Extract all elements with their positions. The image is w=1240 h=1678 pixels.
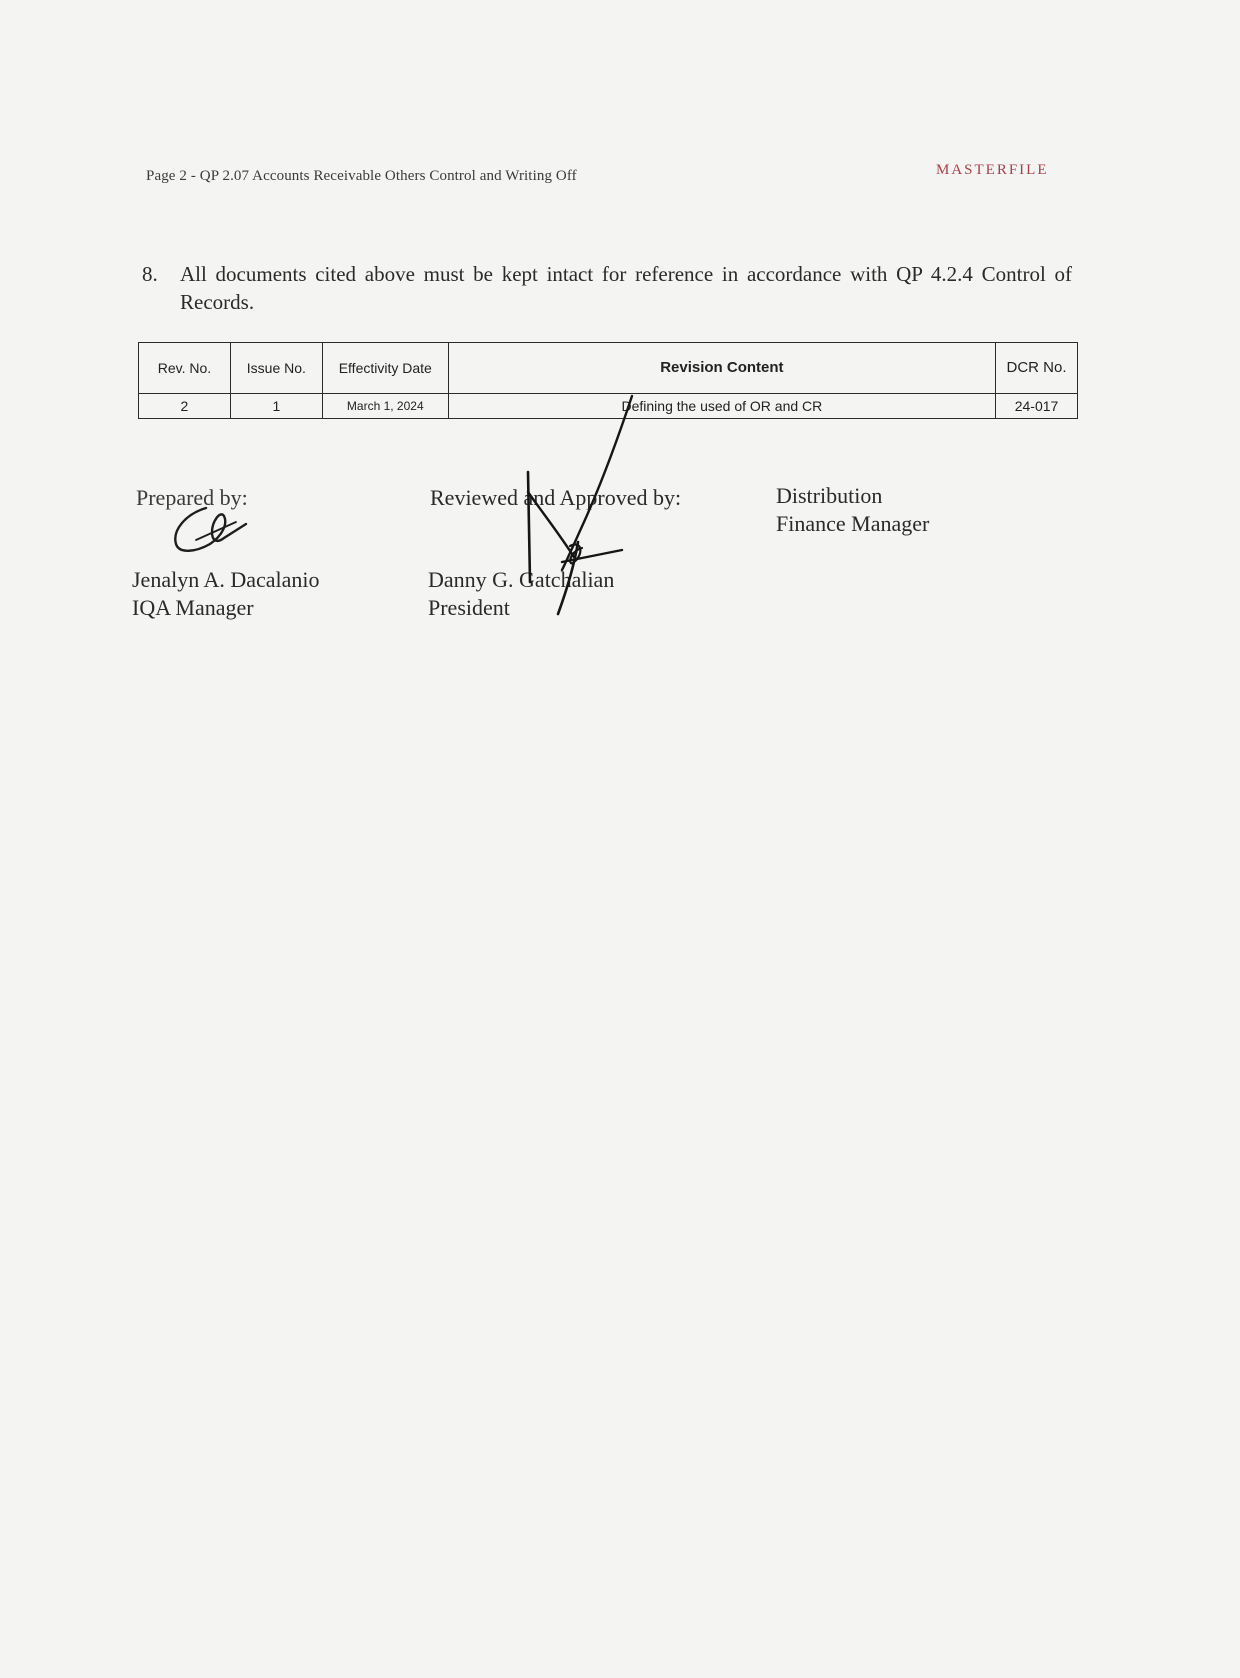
- president-signature-icon: [522, 392, 662, 622]
- reviewer-title: President: [428, 595, 510, 620]
- prepared-by-signatory: [132, 566, 320, 622]
- masterfile-stamp: MASTERFILE: [936, 162, 1049, 178]
- dcr-no-header: DCR No.: [996, 343, 1078, 394]
- preparer-title: IQA Manager: [132, 595, 254, 620]
- rev-no-cell: 2: [139, 394, 231, 419]
- page-header-title: Page 2 - QP 2.07 Accounts Receivable Others Control and Writing Off: [146, 168, 577, 184]
- effectivity-date-cell: March 1, 2024: [322, 394, 448, 419]
- distribution-label: Distribution: [776, 483, 883, 508]
- dcr-no-cell: 24-017: [996, 394, 1078, 419]
- prepared-by-label: Prepared by:: [136, 485, 248, 510]
- issue-no-header: Issue No.: [230, 343, 322, 394]
- reviewed-approved-by-label: Reviewed and Approved by:: [430, 485, 682, 510]
- list-item-text: All documents cited above must be kept intact for reference in accordance with QP 4.2.4 Control of Records.: [180, 262, 1072, 314]
- effectivity-date-header: Effectivity Date: [322, 343, 448, 394]
- revision-content-cell: Defining the used of OR and CR: [448, 394, 995, 419]
- distribution-recipient: Finance Manager: [776, 511, 930, 536]
- distribution-block: [776, 482, 929, 538]
- issue-no-cell: 1: [230, 394, 322, 419]
- preparer-signature-icon: [166, 500, 266, 560]
- rev-no-header: Rev. No.: [139, 343, 231, 394]
- reviewer-name: Danny G. Gatchalian: [428, 567, 615, 592]
- list-item-number: 8.: [142, 262, 158, 286]
- preparer-name: Jenalyn A. Dacalanio: [132, 567, 320, 592]
- revision-content-header: Revision Content: [448, 343, 995, 394]
- table-header-row: [139, 343, 1078, 394]
